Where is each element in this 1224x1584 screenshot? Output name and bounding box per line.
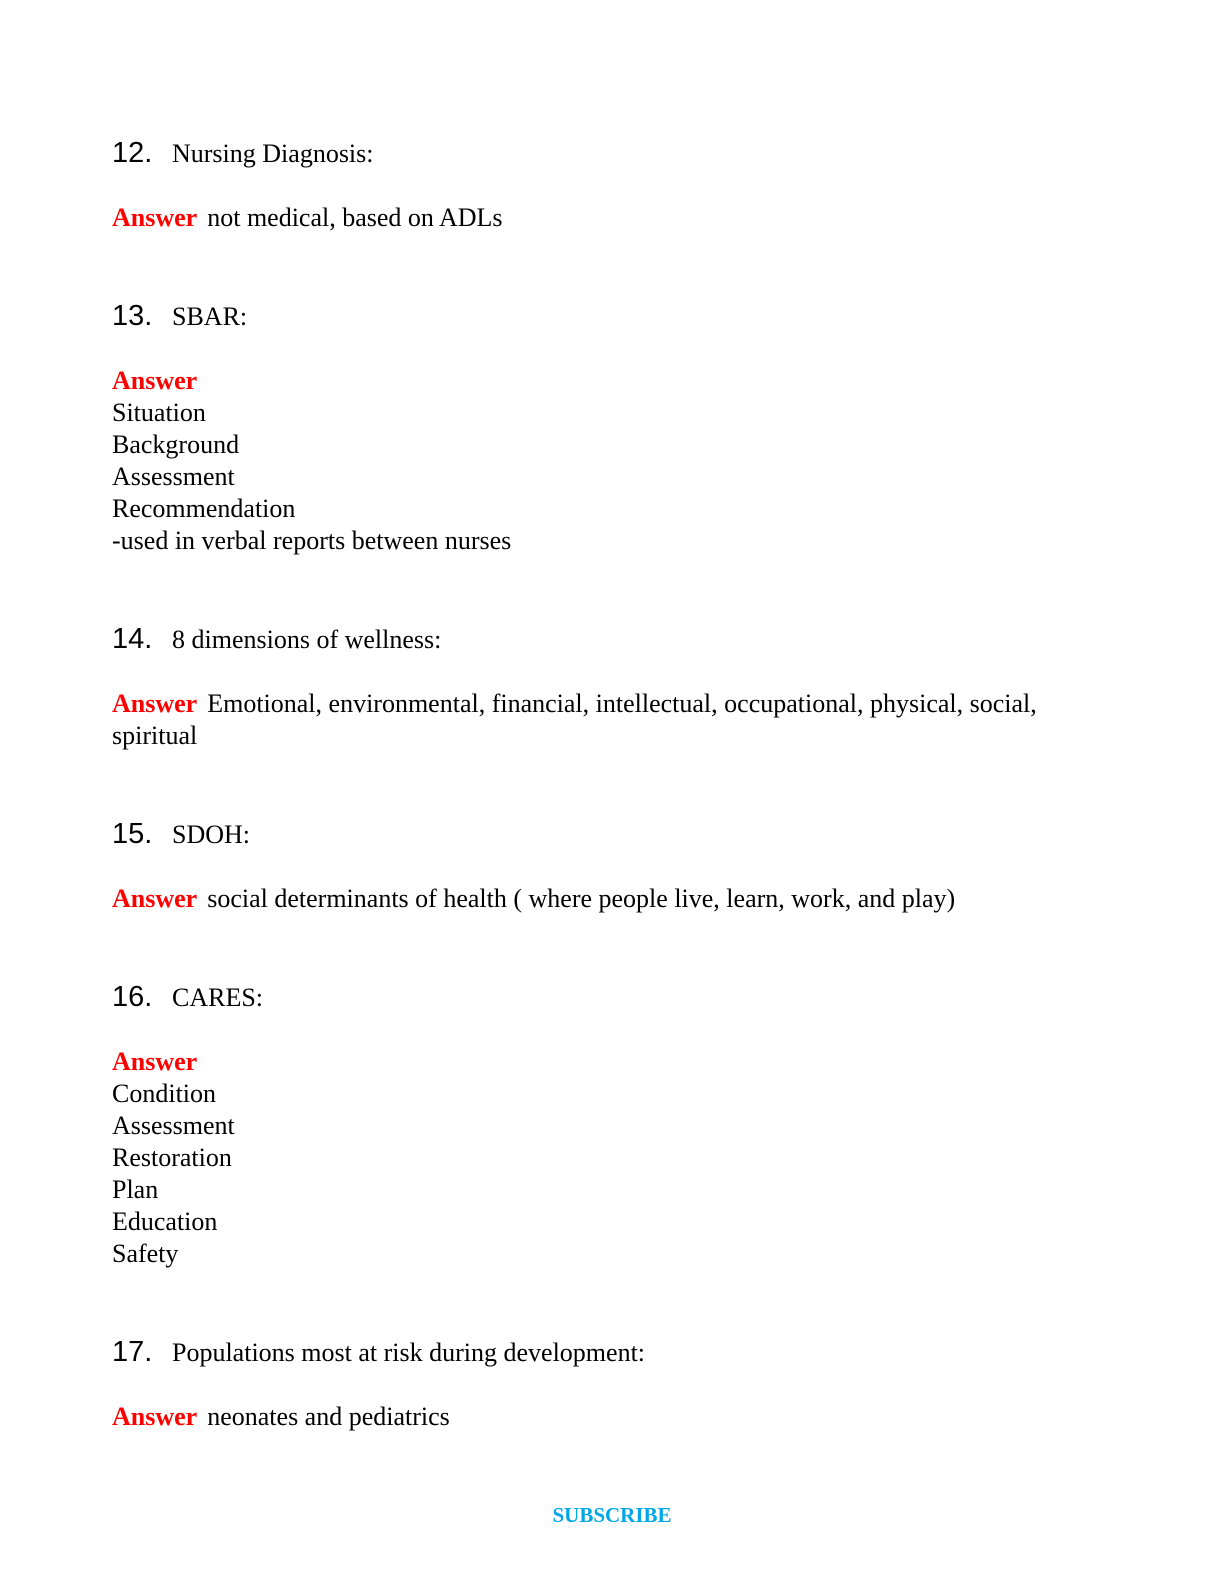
answer-block [112,1401,1112,1433]
question-row [112,981,1112,1021]
answer-label: Answer [112,884,198,913]
answer-label: Answer [112,1047,198,1076]
question-text: SBAR: [172,302,248,331]
question-number: 17. [112,1336,153,1368]
question-row [112,623,1112,663]
question-row [112,300,1112,340]
answer-line: Situation [112,398,206,427]
answer-line: Assessment [112,1111,235,1140]
answer-text: neonates and pediatrics [207,1402,450,1431]
question-block-12 [112,137,1112,234]
answer-block [112,883,1112,915]
question-text: 8 dimensions of wellness: [172,625,442,654]
answer-line: Plan [112,1175,159,1204]
question-block-16 [112,981,1112,1270]
answer-line: Recommendation [112,494,296,523]
answer-line: Assessment [112,462,235,491]
question-row [112,137,1112,177]
question-row [112,1336,1112,1376]
answer-text: not medical, based on ADLs [207,203,503,232]
question-text: SDOH: [172,820,251,849]
question-text: Populations most at risk during development: [172,1338,646,1367]
question-number: 16. [112,981,153,1013]
answer-line: Condition [112,1079,217,1108]
answer-label: Answer [112,689,198,718]
question-number: 12. [112,137,153,169]
answer-line: -used in verbal reports between nurses [112,526,512,555]
question-row [112,818,1112,858]
answer-label: Answer [112,203,198,232]
answer-label: Answer [112,1402,198,1431]
question-number: 15. [112,818,153,850]
question-block-15 [112,818,1112,915]
answer-text: social determinants of health ( where people live, learn, work, and play) [207,884,956,913]
question-block-17 [112,1336,1112,1433]
answer-line: Education [112,1207,218,1236]
answer-line: Safety [112,1239,179,1268]
answer-block [112,365,1112,557]
question-block-13 [112,300,1112,557]
subscribe-link[interactable]: SUBSCRIBE [552,1503,672,1527]
answer-line: Restoration [112,1143,232,1172]
question-block-14 [112,623,1112,752]
question-text: CARES: [172,983,264,1012]
question-number: 14. [112,623,153,655]
question-number: 13. [112,300,153,332]
answer-text: Emotional, environmental, financial, intellectual, occupational, physical, social, spiritual [112,689,1037,750]
question-text: Nursing Diagnosis: [172,139,374,168]
answer-block [112,1046,1112,1270]
answer-line: Background [112,430,240,459]
answer-block [112,688,1112,752]
answer-label: Answer [112,366,198,395]
answer-block [112,202,1112,234]
